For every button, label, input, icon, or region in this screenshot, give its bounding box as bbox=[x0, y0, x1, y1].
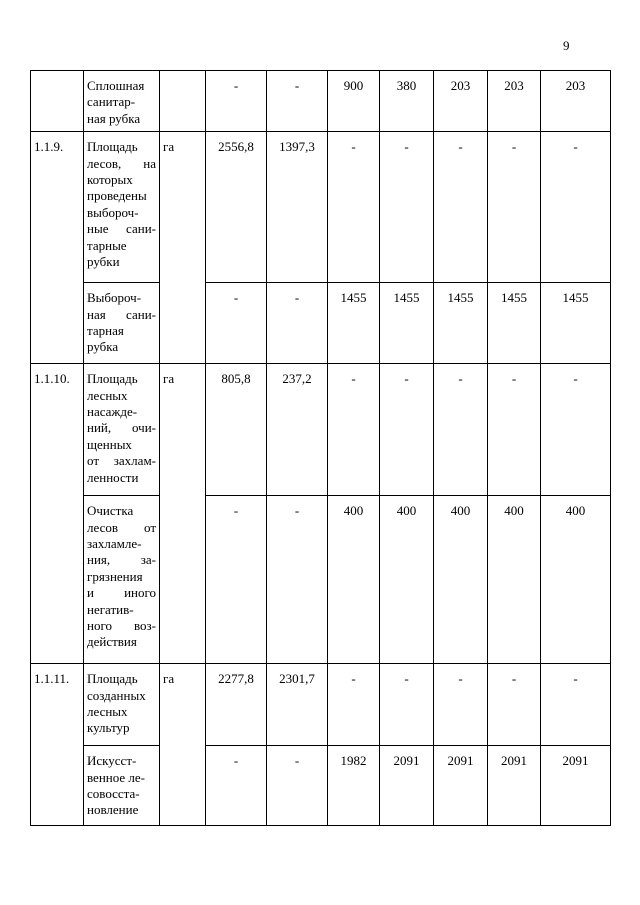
value-cell: - bbox=[488, 664, 541, 746]
value-cell: 1455 bbox=[541, 283, 611, 364]
row-name-line: ная сани- bbox=[87, 306, 156, 322]
row-name-line: ния, за- bbox=[87, 552, 156, 568]
row-name-line: которых bbox=[87, 172, 133, 188]
value-cell: 1455 bbox=[380, 283, 434, 364]
row-name-line: лесных bbox=[87, 704, 128, 720]
table-body bbox=[31, 71, 611, 826]
value-cell: 400 bbox=[328, 496, 380, 664]
value-cell: - bbox=[541, 664, 611, 746]
row-name-cell bbox=[84, 71, 160, 132]
row-code-cell: 1.1.11. bbox=[31, 664, 84, 826]
value-cell: - bbox=[328, 132, 380, 283]
row-name-line: ные сани- bbox=[87, 221, 156, 237]
row-name-line: культур bbox=[87, 720, 130, 736]
value-cell: - bbox=[206, 283, 267, 364]
row-name-line: тарная bbox=[87, 323, 124, 339]
row-name-cell bbox=[84, 132, 160, 283]
table-row bbox=[31, 746, 611, 826]
row-unit-cell: га bbox=[160, 132, 206, 364]
row-name-line: созданных bbox=[87, 687, 146, 703]
value-cell: 900 bbox=[328, 71, 380, 132]
value-cell: 1455 bbox=[328, 283, 380, 364]
indicators-table bbox=[30, 70, 611, 826]
row-code-cell bbox=[31, 71, 84, 132]
value-cell: - bbox=[434, 132, 488, 283]
row-unit-cell: га bbox=[160, 664, 206, 826]
row-name-line: Искусст- bbox=[87, 753, 137, 769]
row-name-line: проведены bbox=[87, 188, 147, 204]
row-unit-cell bbox=[160, 71, 206, 132]
row-name-line: Сплошная bbox=[87, 78, 145, 93]
row-name-line: новление bbox=[87, 802, 139, 818]
row-name-line: грязнения bbox=[87, 568, 143, 584]
row-name-line: действия bbox=[87, 634, 137, 650]
value-cell: 2301,7 bbox=[267, 664, 328, 746]
value-cell: - bbox=[206, 71, 267, 132]
value-cell: 2277,8 bbox=[206, 664, 267, 746]
table-row bbox=[31, 496, 611, 664]
row-name-line: ний, очи- bbox=[87, 420, 156, 436]
table-row bbox=[31, 132, 611, 283]
value-cell: 400 bbox=[434, 496, 488, 664]
value-cell: - bbox=[541, 132, 611, 283]
value-cell: 203 bbox=[488, 71, 541, 132]
row-name-line: рубка bbox=[87, 339, 119, 355]
value-cell: - bbox=[328, 364, 380, 496]
value-cell: - bbox=[434, 364, 488, 496]
row-code-cell: 1.1.9. bbox=[31, 132, 84, 364]
value-cell: 1455 bbox=[488, 283, 541, 364]
row-name-line: захламле- bbox=[87, 536, 142, 552]
row-name-line: Площадь bbox=[87, 139, 138, 155]
value-cell: 2091 bbox=[541, 746, 611, 826]
value-cell: - bbox=[488, 132, 541, 283]
value-cell: 400 bbox=[541, 496, 611, 664]
row-name-line: лесов от bbox=[87, 519, 156, 535]
row-name-line: насажде- bbox=[87, 404, 138, 420]
value-cell: - bbox=[328, 664, 380, 746]
value-cell: - bbox=[434, 664, 488, 746]
table-row bbox=[31, 71, 611, 132]
row-name-line: ного воз- bbox=[87, 618, 156, 634]
value-cell: - bbox=[541, 364, 611, 496]
row-name-cell bbox=[84, 746, 160, 826]
value-cell: 1455 bbox=[434, 283, 488, 364]
value-cell: 2091 bbox=[488, 746, 541, 826]
value-cell: - bbox=[206, 496, 267, 664]
row-name-line: негатив- bbox=[87, 601, 134, 617]
value-cell: 400 bbox=[380, 496, 434, 664]
row-name-line: щенных bbox=[87, 436, 132, 452]
value-cell: - bbox=[380, 364, 434, 496]
row-name-line: лесов, на bbox=[87, 155, 156, 171]
row-name-line: тарные bbox=[87, 237, 127, 253]
value-cell: 2091 bbox=[434, 746, 488, 826]
row-name-cell bbox=[84, 364, 160, 496]
row-name-line: Площадь bbox=[87, 371, 138, 387]
row-name-line: лесных bbox=[87, 387, 128, 403]
value-cell: - bbox=[380, 664, 434, 746]
row-name-line: и иного bbox=[87, 585, 156, 601]
value-cell: 805,8 bbox=[206, 364, 267, 496]
value-cell: - bbox=[267, 283, 328, 364]
row-name-line: венное ле- bbox=[87, 769, 146, 785]
table-row bbox=[31, 283, 611, 364]
row-name-line: ная рубка bbox=[87, 110, 141, 126]
row-name-cell bbox=[84, 283, 160, 364]
value-cell: - bbox=[206, 746, 267, 826]
value-cell: - bbox=[488, 364, 541, 496]
row-name-line: Очистка bbox=[87, 503, 134, 519]
row-name-cell bbox=[84, 496, 160, 664]
table-row bbox=[31, 664, 611, 746]
value-cell: 2091 bbox=[380, 746, 434, 826]
row-name-line: санитар- bbox=[87, 94, 136, 110]
value-cell: 1982 bbox=[328, 746, 380, 826]
row-unit-cell: га bbox=[160, 364, 206, 664]
row-code-cell: 1.1.10. bbox=[31, 364, 84, 664]
value-cell: 1397,3 bbox=[267, 132, 328, 283]
value-cell: 203 bbox=[541, 71, 611, 132]
row-name-cell bbox=[84, 664, 160, 746]
value-cell: 203 bbox=[434, 71, 488, 132]
row-name-line: Выбороч- bbox=[87, 290, 142, 306]
row-name-line: ленности bbox=[87, 469, 139, 485]
row-name-line: совосста- bbox=[87, 786, 140, 802]
value-cell: 237,2 bbox=[267, 364, 328, 496]
value-cell: - bbox=[267, 496, 328, 664]
value-cell: 2556,8 bbox=[206, 132, 267, 283]
page-number: 9 bbox=[563, 38, 570, 53]
row-name-line: выбороч- bbox=[87, 204, 139, 220]
table-row bbox=[31, 364, 611, 496]
value-cell: 400 bbox=[488, 496, 541, 664]
value-cell: - bbox=[267, 71, 328, 132]
row-name-line: рубки bbox=[87, 254, 120, 270]
row-name-line: Площадь bbox=[87, 671, 138, 687]
value-cell: 380 bbox=[380, 71, 434, 132]
value-cell: - bbox=[267, 746, 328, 826]
value-cell: - bbox=[380, 132, 434, 283]
row-name-line: от захлам- bbox=[87, 453, 156, 469]
